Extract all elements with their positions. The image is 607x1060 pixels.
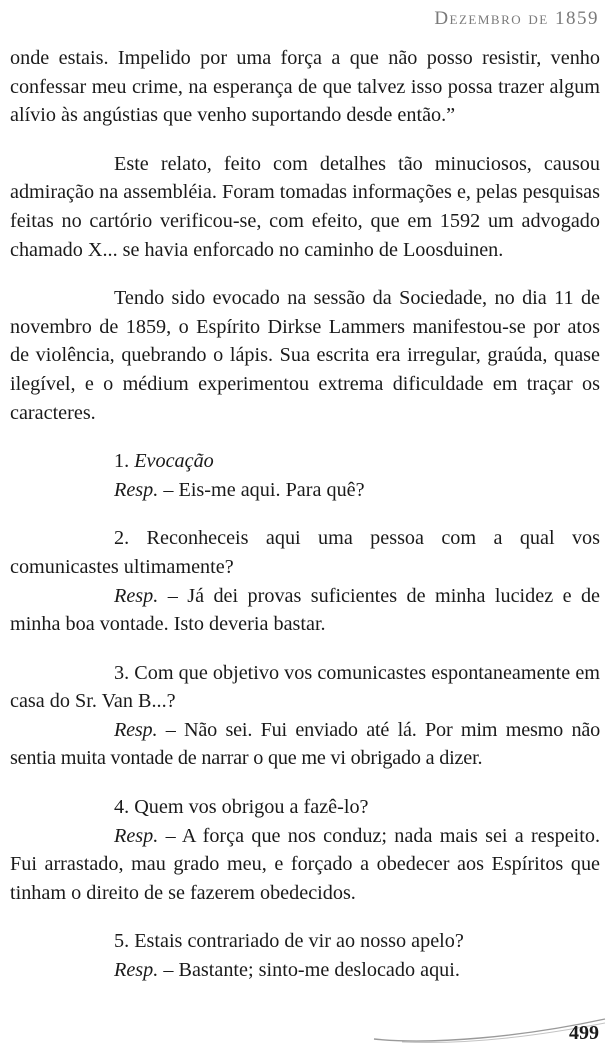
answer-text: A força que nos conduz; nada mais sei a respeito. Fui arrastado, mau grado meu, e forçado a obedecer aos Espíritos que tinham o direito de se fazerem obedecidos.: [10, 824, 601, 904]
resp-label: Resp.: [114, 478, 159, 501]
resp-label: Resp.: [114, 959, 159, 982]
paragraph-gap: [10, 773, 600, 793]
page-body: [10, 44, 600, 985]
answer-text: Não sei. Fui enviado até lá. Por mim mesmo não sentia muita vontade de narrar o que me vi obrigado a dizer.: [10, 718, 600, 770]
resp-label: Resp.: [114, 584, 159, 607]
resp-label: Resp.: [114, 718, 158, 741]
question-3: 3. Com que objetivo vos comunicastes espontaneamente em casa do Sr. Van B...?: [10, 661, 600, 713]
paragraph-gap: [10, 504, 600, 524]
answer-5: [10, 956, 600, 985]
answer-1: [10, 476, 600, 505]
question-text: Evocação: [134, 450, 214, 473]
paragraph-continuation: onde estais. Impelido por uma força a que não posso resistir, venho confessar meu crime, na esperança de que talvez isso possa trazer algum alívio às angústias que venho suportando desde então.”: [10, 47, 600, 127]
answer-text: Já dei provas suficientes de minha lucidez e de minha boa vontade. Isto deveria bastar.: [10, 584, 601, 636]
paragraph-gap: [10, 639, 600, 659]
answer-text: Bastante; sinto-me deslocado aqui.: [178, 959, 460, 982]
answer-3: [10, 716, 600, 773]
resp-dash: –: [165, 718, 176, 741]
question-number: 1.: [114, 450, 130, 473]
answer-text: Eis-me aqui. Para quê?: [178, 478, 365, 501]
answer-4: [10, 822, 600, 908]
question-1: [10, 447, 600, 476]
paragraph-gap: [10, 907, 600, 927]
answer-2: [10, 582, 600, 639]
resp-label: Resp.: [114, 824, 159, 847]
paragraph-gap: [10, 264, 600, 284]
running-header: Dezembro de 1859: [434, 8, 599, 29]
paragraph-gap: [10, 427, 600, 447]
resp-dash: –: [167, 584, 178, 607]
paragraph: Tendo sido evocado na sessão da Sociedade, no dia 11 de novembro de 1859, o Espírito Dirkse Lammers manifestou-se por atos de violência, quebrando o lápis. Sua escrita era irregular, graúda, quase ilegível, e o médium experimentou extrema dificuldade em traçar os caracteres.: [10, 287, 600, 424]
resp-dash: –: [165, 824, 176, 847]
paragraph: Este relato, feito com detalhes tão minuciosos, causou admiração na assembléia. Foram tomadas informações e, pelas pesquisas feitas no cartório verificou-se, com efeito, que em 1592 um advogado chamado X... se havia enforcado no caminho de Loosduinen.: [10, 152, 600, 261]
page-number: 499: [569, 1022, 599, 1044]
question-4: 4. Quem vos obrigou a fazê-lo?: [114, 796, 369, 819]
question-5: 5. Estais contrariado de vir ao nosso apelo?: [114, 930, 464, 953]
resp-dash: –: [163, 478, 174, 501]
question-2: 2. Reconheceis aqui uma pessoa com a qual vos comunicastes ultimamente?: [10, 527, 600, 578]
paragraph-gap: [10, 130, 600, 150]
resp-dash: –: [163, 959, 174, 982]
